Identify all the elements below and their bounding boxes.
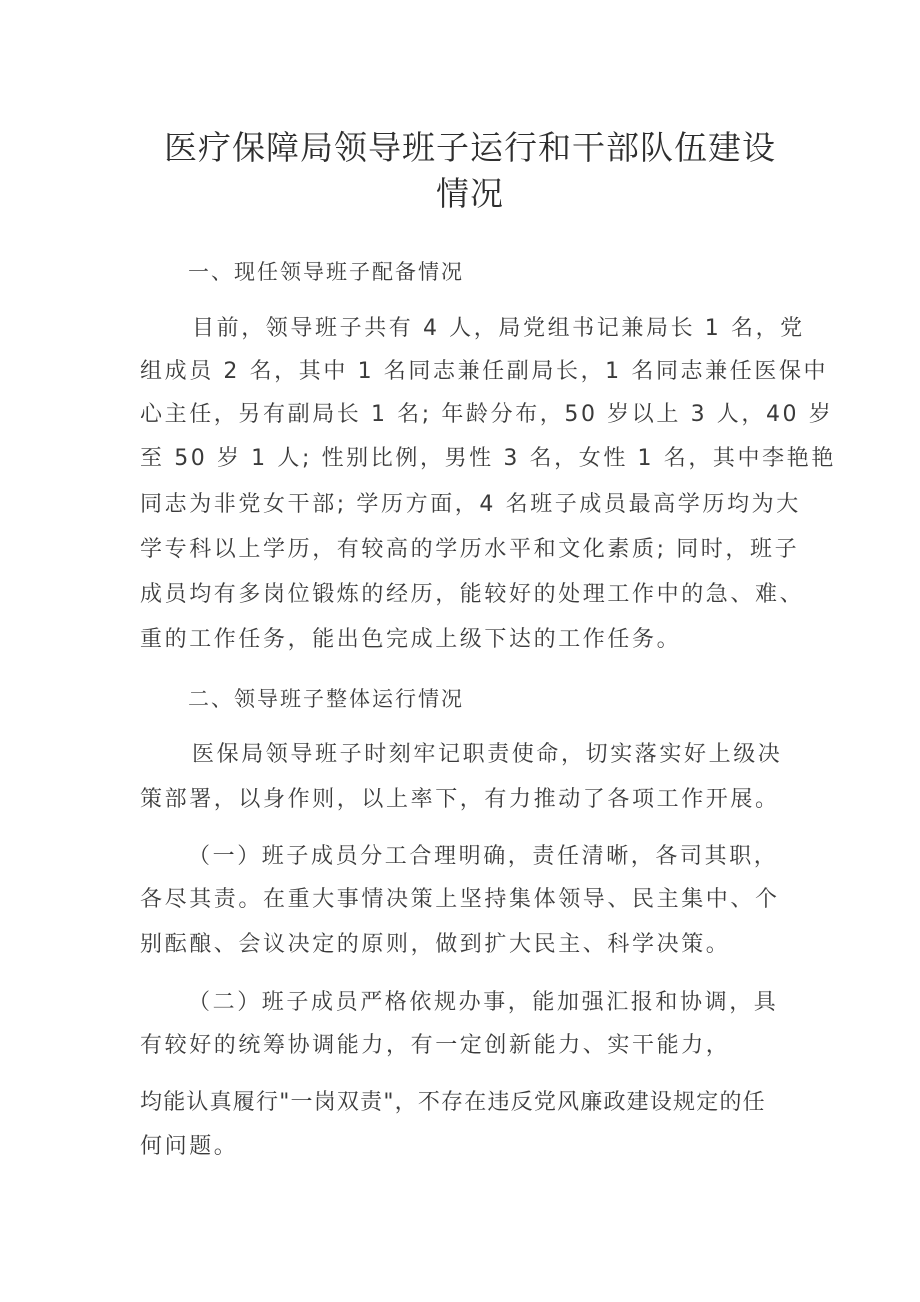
paragraph-line: 策部署，以身作则，以上率下，有力推动了各项工作开展。 <box>140 787 780 812</box>
paragraph-line: 学专科以上学历，有较高的学历水平和文化素质; 同时，班子 <box>140 537 800 562</box>
paragraph-line: 医保局领导班子时刻牢记职责使命，切实落实好上级决 <box>192 742 783 767</box>
document-title-line-2: 情况 <box>436 174 504 213</box>
item-2-line: 有较好的统筹协调能力，有一定创新能力、实干能力， <box>140 1033 731 1058</box>
item-1-line: 各尽其责。在重大事情决策上坚持集体领导、民主集中、个 <box>140 887 780 912</box>
document-title-line-1: 医疗保障局领导班子运行和干部队伍建设 <box>164 128 776 167</box>
paragraph-line: 心主任，另有副局长 1 名; 年龄分布，50 岁以上 3 人，40 岁 <box>140 402 834 427</box>
item-2-line: （二）班子成员严格依规办事，能加强汇报和协调，具 <box>188 990 779 1015</box>
item-2-line: 均能认真履行"一岗双责"，不存在违反党风廉政建设规定的任 <box>140 1090 766 1115</box>
paragraph-line: 成员均有多岗位锻炼的经历，能较好的处理工作中的急、难、 <box>140 582 805 607</box>
paragraph-line: 目前，领导班子共有 4 人，局党组书记兼局长 1 名，党 <box>192 316 805 341</box>
paragraph-line: 至 50 岁 1 人; 性别比例，男性 3 名，女性 1 名，其中李艳艳 <box>140 446 836 471</box>
section-1-heading: 一、现任领导班子配备情况 <box>188 260 464 284</box>
item-1-line: （一）班子成员分工合理明确，责任清晰，各司其职， <box>188 844 779 869</box>
item-2-line: 何问题。 <box>140 1134 239 1159</box>
paragraph-line: 重的工作任务，能出色完成上级下达的工作任务。 <box>140 627 682 652</box>
item-1-line: 别酝酿、会议决定的原则，做到扩大民主、科学决策。 <box>140 932 731 957</box>
paragraph-line: 组成员 2 名，其中 1 名同志兼任副局长，1 名同志兼任医保中 <box>140 359 829 384</box>
section-2-heading: 二、领导班子整体运行情况 <box>188 687 464 711</box>
paragraph-line: 同志为非党女干部; 学历方面，4 名班子成员最高学历均为大 <box>140 492 801 517</box>
